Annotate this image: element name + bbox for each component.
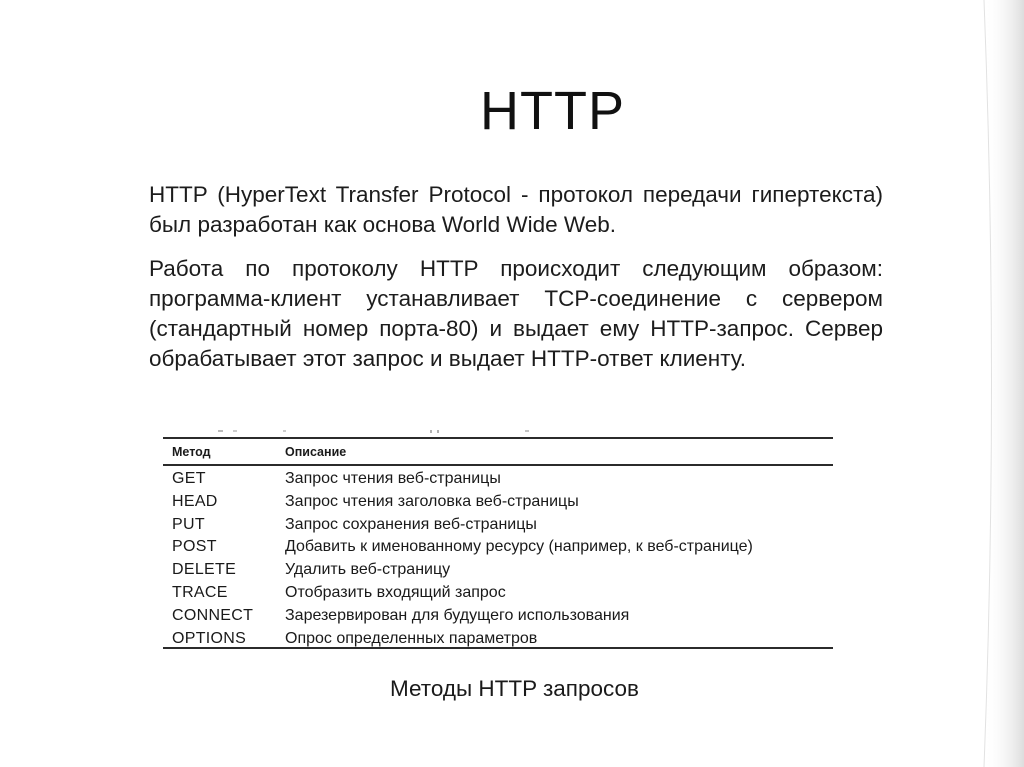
table-cell-method: PUT: [172, 515, 205, 533]
table-header-description: Описание: [285, 445, 347, 459]
table-cell-method: TRACE: [172, 583, 228, 601]
table-cell-method: DELETE: [172, 561, 237, 579]
table-row: [163, 514, 833, 537]
table-header: [163, 445, 833, 463]
table-row: [163, 559, 833, 582]
table-cell-description: Удалить веб-страницу: [285, 561, 451, 579]
table-caption: Методы HTTP запросов: [390, 676, 639, 701]
table-row: [163, 536, 833, 559]
table-cell-description: Запрос чтения веб-страницы: [285, 470, 501, 487]
table-bottom-rule: [163, 647, 833, 649]
table-cell-description: Отобразить входящий запрос: [285, 583, 506, 601]
table-cell-method: GET: [172, 470, 206, 487]
table-cell-method: CONNECT: [172, 606, 254, 624]
table-top-rule: [163, 437, 833, 439]
table-cell-method: POST: [172, 538, 217, 556]
table-row: [163, 491, 833, 514]
body-text: [149, 180, 883, 388]
scan-specks: [163, 423, 833, 433]
paragraph-intro: HTTP (HyperText Transfer Protocol - протокол передачи гипертекста) был разработан как основа World Wide Web.: [149, 182, 883, 237]
table-cell-description: Зарезервирован для будущего использования: [285, 606, 630, 624]
table-cell-method: OPTIONS: [172, 629, 247, 647]
table-row: [163, 582, 833, 605]
table-row: [163, 468, 833, 491]
table-cell-description: Запрос сохранения веб-страницы: [285, 515, 537, 533]
table-row: [163, 605, 833, 628]
paragraph-workflow: Работа по протоколу HTTP происходит следующим образом: программа-клиент устанавливает TCP-соединение с сервером (стандартный номер порта-80) и выдает ему HTTP-запрос. Сервер обрабатывает этот запрос и выдает HTTP-ответ клиенту.: [149, 256, 883, 371]
table-cell-description: Добавить к именованному ресурсу (например, к веб-странице): [285, 538, 753, 556]
table-header-rule: [163, 464, 833, 466]
table-body: [163, 468, 833, 650]
table-cell-description: Опрос определенных параметров: [285, 629, 538, 647]
slide-title: HTTP: [480, 81, 625, 141]
table-header-method: Метод: [172, 445, 211, 459]
table-cell-description: Запрос чтения заголовка веб-страницы: [285, 492, 579, 510]
table-cell-method: HEAD: [172, 492, 218, 510]
